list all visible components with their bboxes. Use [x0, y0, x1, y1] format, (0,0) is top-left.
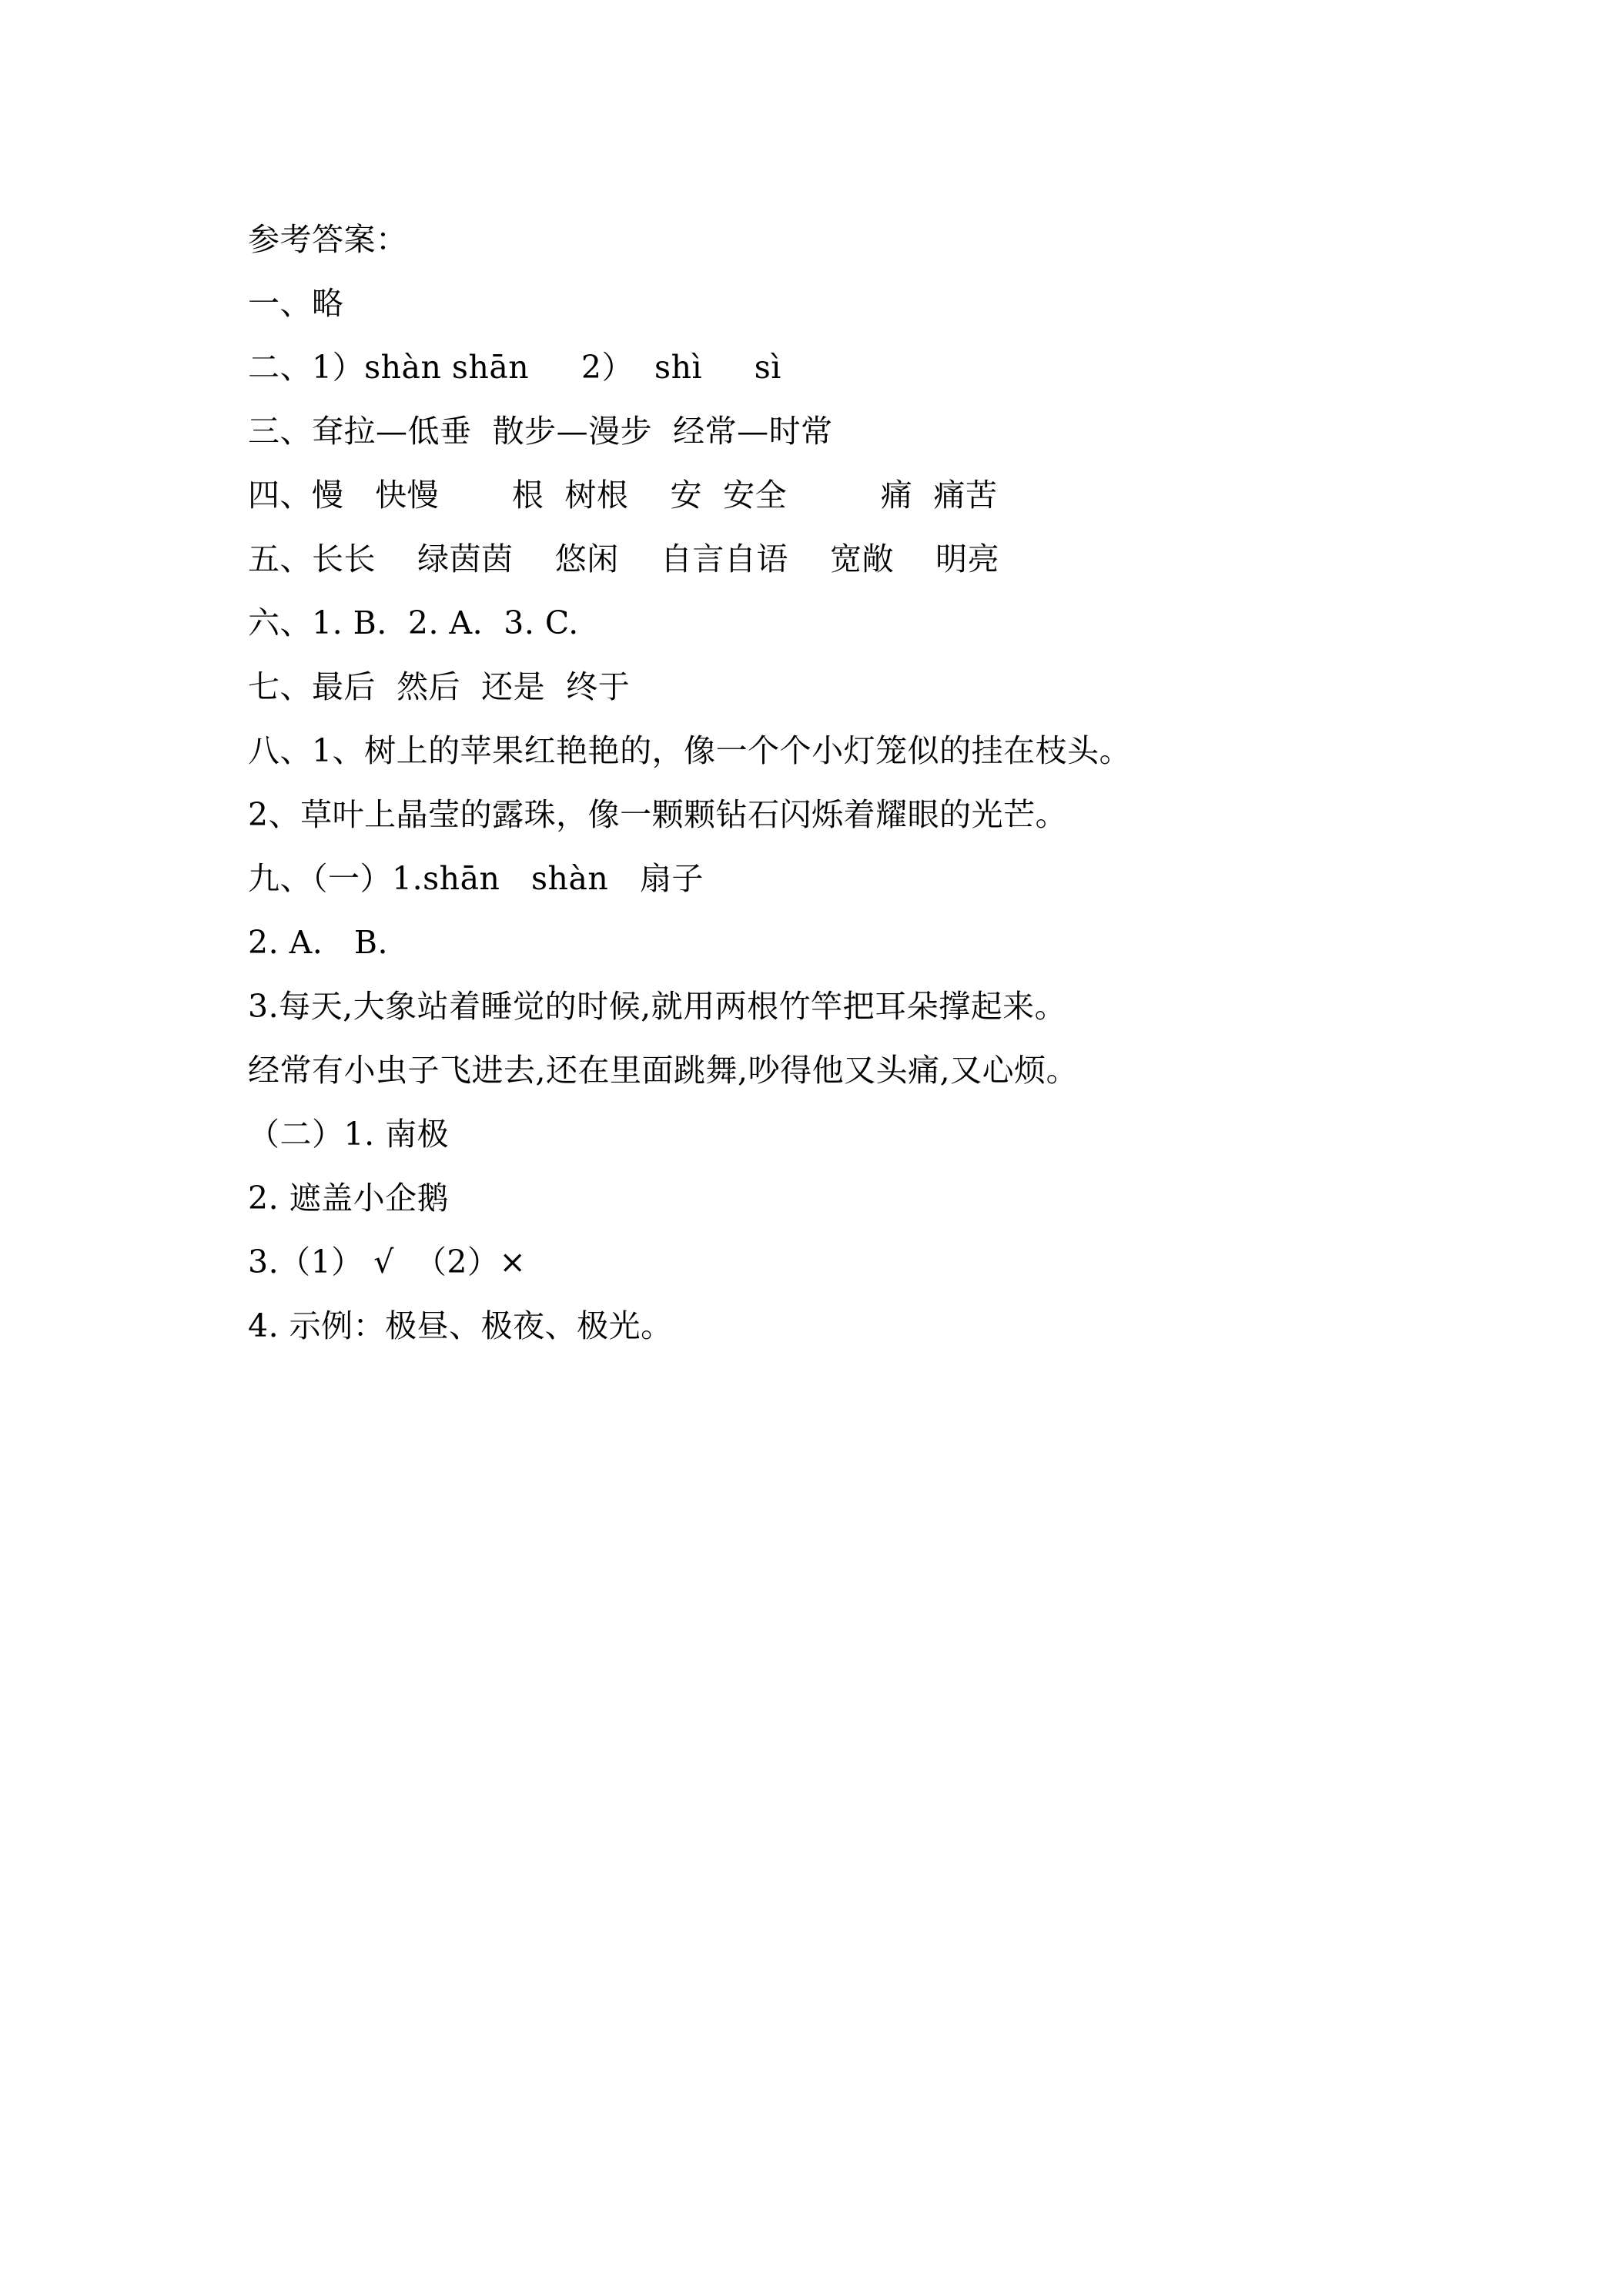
answer-line-9: 九、（一）1.shān shàn 扇子 — [248, 860, 704, 897]
answer-line-9-part2-4: 4. 示例：极昼、极夜、极光。 — [248, 1307, 673, 1344]
answer-line-9-part2-3: 3.（1） √ （2）× — [248, 1243, 527, 1280]
answer-line-9-part2: （二）1. 南极 — [248, 1116, 450, 1153]
answer-line-6: 六、1. B. 2. A. 3. C. — [248, 604, 579, 641]
answer-line-2: 二、1）shàn shān 2） shì sì — [248, 349, 781, 386]
answer-line-1: 一、略 — [248, 285, 344, 322]
answer-line-7: 七、最后 然后 还是 终于 — [248, 668, 631, 705]
answer-line-8-cont: 2、草叶上晶莹的露珠，像一颗颗钻石闪烁着耀眼的光芒。 — [248, 796, 1068, 833]
answer-line-4: 四、慢 快慢 根 树根 安 安全 痛 痛苦 — [248, 477, 998, 514]
answer-line-9-part2-2: 2. 遮盖小企鹅 — [248, 1180, 450, 1217]
answer-line-9-3-cont: 经常有小虫子飞进去,还在里面跳舞,吵得他又头痛,又心烦。 — [248, 1052, 1079, 1089]
answer-line-8: 八、1、树上的苹果红艳艳的，像一个个小灯笼似的挂在枝头。 — [248, 732, 1132, 769]
answer-key-title: 参考答案： — [248, 221, 408, 258]
answer-line-3: 三、耷拉—低垂 散步—漫步 经常—时常 — [248, 413, 833, 450]
answer-key — [248, 208, 1480, 1358]
answer-line-9-2: 2. A. B. — [248, 924, 389, 961]
answer-line-9-3: 3.每天,大象站着睡觉的时候,就用两根竹竿把耳朵撑起来。 — [248, 988, 1067, 1025]
answer-line-5: 五、长长 绿茵茵 悠闲 自言自语 宽敞 明亮 — [248, 541, 1000, 577]
